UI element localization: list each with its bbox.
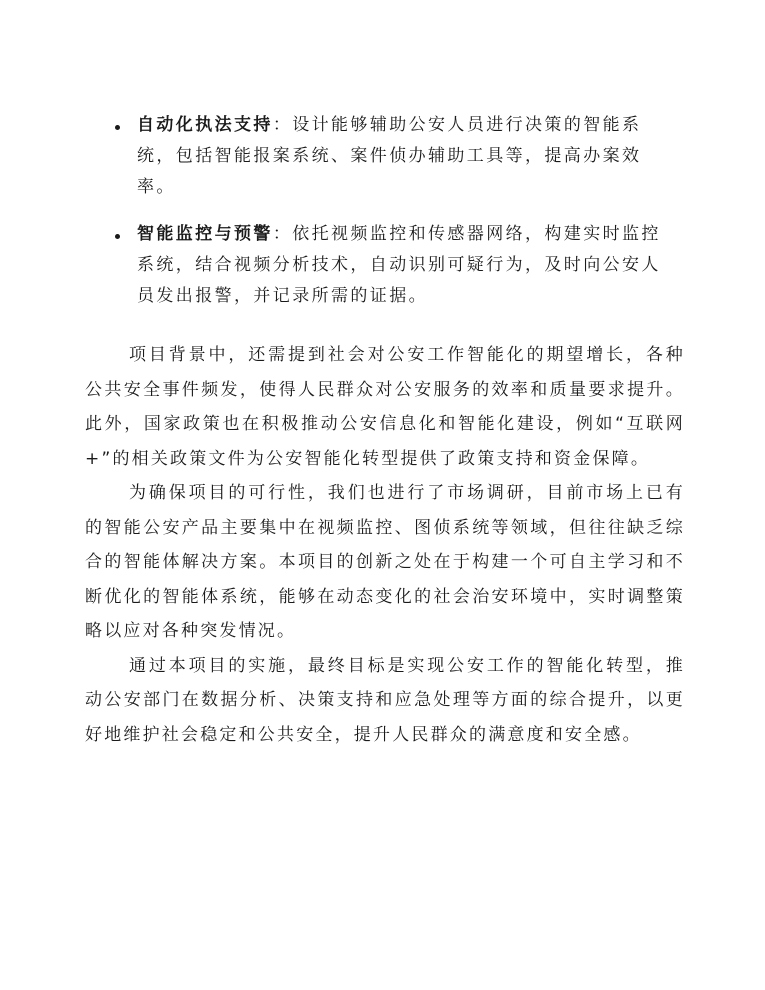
bullet-separator: ： — [272, 115, 293, 135]
bullet-separator: ： — [272, 224, 293, 244]
bullet-title: 智能监控与预警 — [137, 224, 273, 244]
bullet-text: 依托视频监控和传感器网络，构建实时监控系统，结合视频分析技术，自动识别可疑行为，及时向公安人员发出报警，并记录所需的证据。 — [137, 224, 661, 306]
paragraph-goals: 通过本项目的实施，最终目标是实现公安工作的智能化转型，推动公安部门在数据分析、决策支持和应急处理等方面的综合提升，以更好地维护社会稳定和公共安全，提升人民群众的满意度和安全感。 — [85, 655, 685, 745]
bullet-dot-icon — [115, 234, 120, 239]
paragraph-market-research: 为确保项目的可行性，我们也进行了市场调研，目前市场上已有的智能公安产品主要集中在视频监控、图侦系统等领域，但往往缺乏综合的智能体解决方案。本项目的创新之处在于构建一个可自主学习和不断优化的智能体系统，能够在动态变化的社会治安环境中，实时调整策略以应对各种突发情况。 — [85, 483, 685, 641]
body-text — [85, 338, 685, 752]
paragraph-background: 项目背景中，还需提到社会对公安工作智能化的期望增长，各种公共安全事件频发，使得人民群众对公安服务的效率和质量要求提升。此外，国家政策也在积极推动公安信息化和智能化建设，例如“互联网+”的相关政策文件为公安智能化转型提供了政策支持和资金保障。 — [85, 345, 685, 469]
bullet-text: 设计能够辅助公安人员进行决策的智能系统，包括智能报案系统、案件侦办辅助工具等，提高办案效率。 — [137, 115, 642, 197]
bullet-dot-icon — [115, 125, 120, 130]
bullet-list — [100, 110, 670, 328]
bullet-item-automated-law-enforcement — [100, 110, 670, 203]
bullet-item-smart-monitoring — [100, 219, 670, 312]
bullet-title: 自动化执法支持 — [137, 115, 273, 135]
